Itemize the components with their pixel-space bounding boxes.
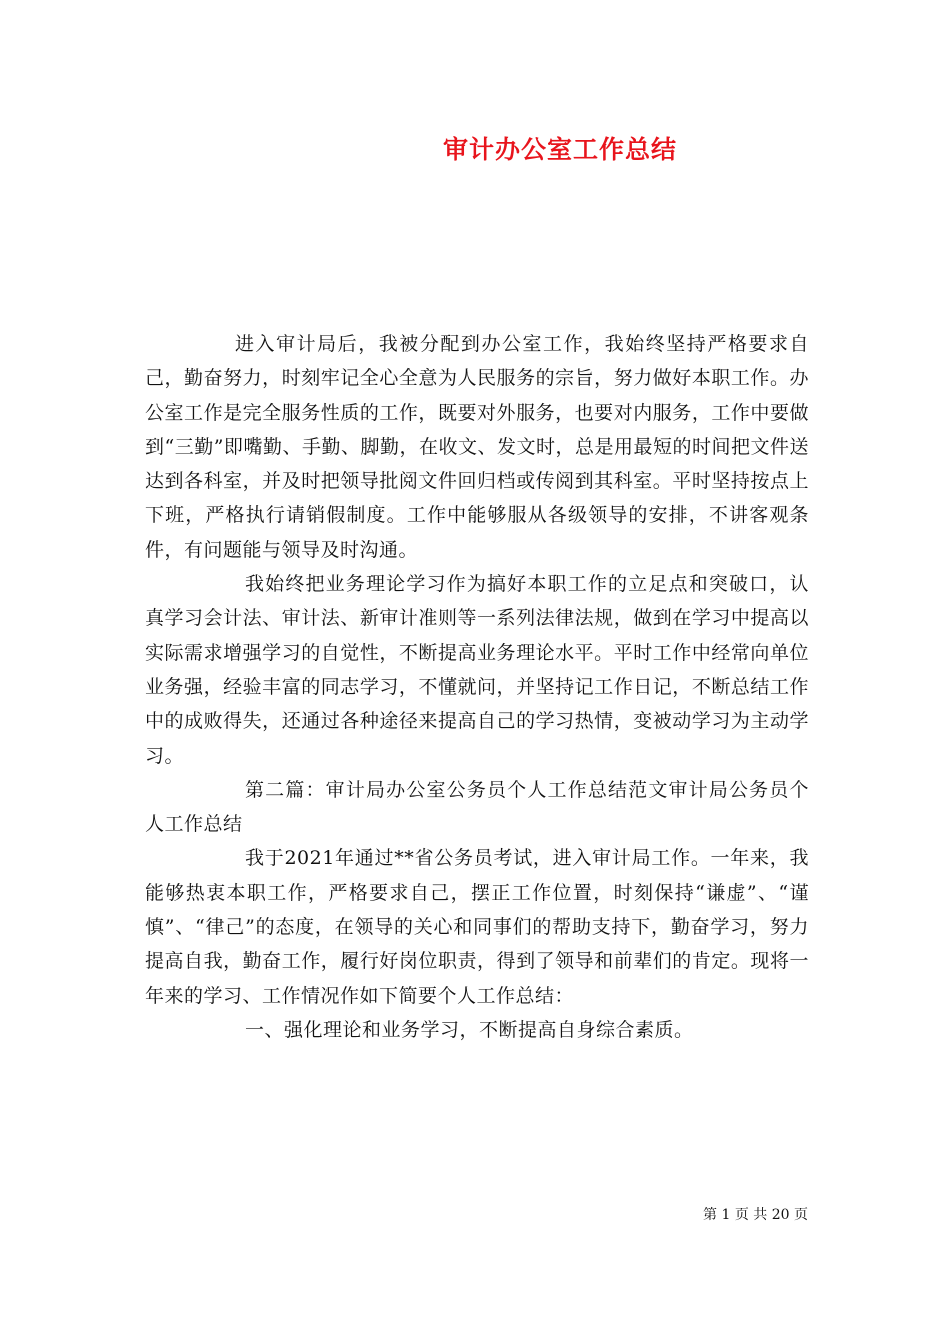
- paragraph-2: 我始终把业务理论学习作为搞好本职工作的立足点和突破口，认真学习会计法、审计法、新审计准则等一系列法律法规，做到在学习中提高以实际需求增强学习的自觉性，不断提高业务理论水平。平时工作中经常向单位业务强，经验丰富的同志学习，不懂就问，并坚持记工作日记，不断总结工作中的成败得失，还通过各种途径来提高自己的学习热情，变被动学习为主动学习。: [145, 573, 809, 767]
- paragraph-1: 进入审计局后，我被分配到办公室工作，我始终坚持严格要求自己，勤奋努力，时刻牢记全心全意为人民服务的宗旨，努力做好本职工作。办公室工作是完全服务性质的工作，既要对外服务，也要对内服务，工作中要做到“三勤”即嘴勤、手勤、脚勤，在收文、发文时，总是用最短的时间把文件送达到各科室，并及时把领导批阅文件回归档或传阅到其科室。平时坚持按点上下班，严格执行请销假制度。工作中能够服从各级领导的安排，不讲客观条件，有问题能与领导及时沟通。: [145, 333, 809, 561]
- section-heading-2: 第二篇：审计局办公室公务员个人工作总结范文审计局公务员个人工作总结: [145, 778, 809, 836]
- page-number: 第 1 页 共 20 页: [703, 1207, 808, 1223]
- document-title: 审计办公室工作总结: [442, 135, 677, 164]
- subheading-1: 一、强化理论和业务学习，不断提高自身综合素质。: [245, 1018, 694, 1041]
- document-body: [145, 327, 809, 1047]
- paragraph-3: 我于2021年通过**省公务员考试，进入审计局工作。一年来，我能够热衷本职工作，严格要求自己，摆正工作位置，时刻保持“谦虚”、“谨慎”、“律己”的态度，在领导的关心和同事们的帮助支持下，勤奋学习，努力提高自我，勤奋工作，履行好岗位职责，得到了领导和前辈们的肯定。现将一年来的学习、工作情况作如下简要个人工作总结：: [145, 847, 809, 1007]
